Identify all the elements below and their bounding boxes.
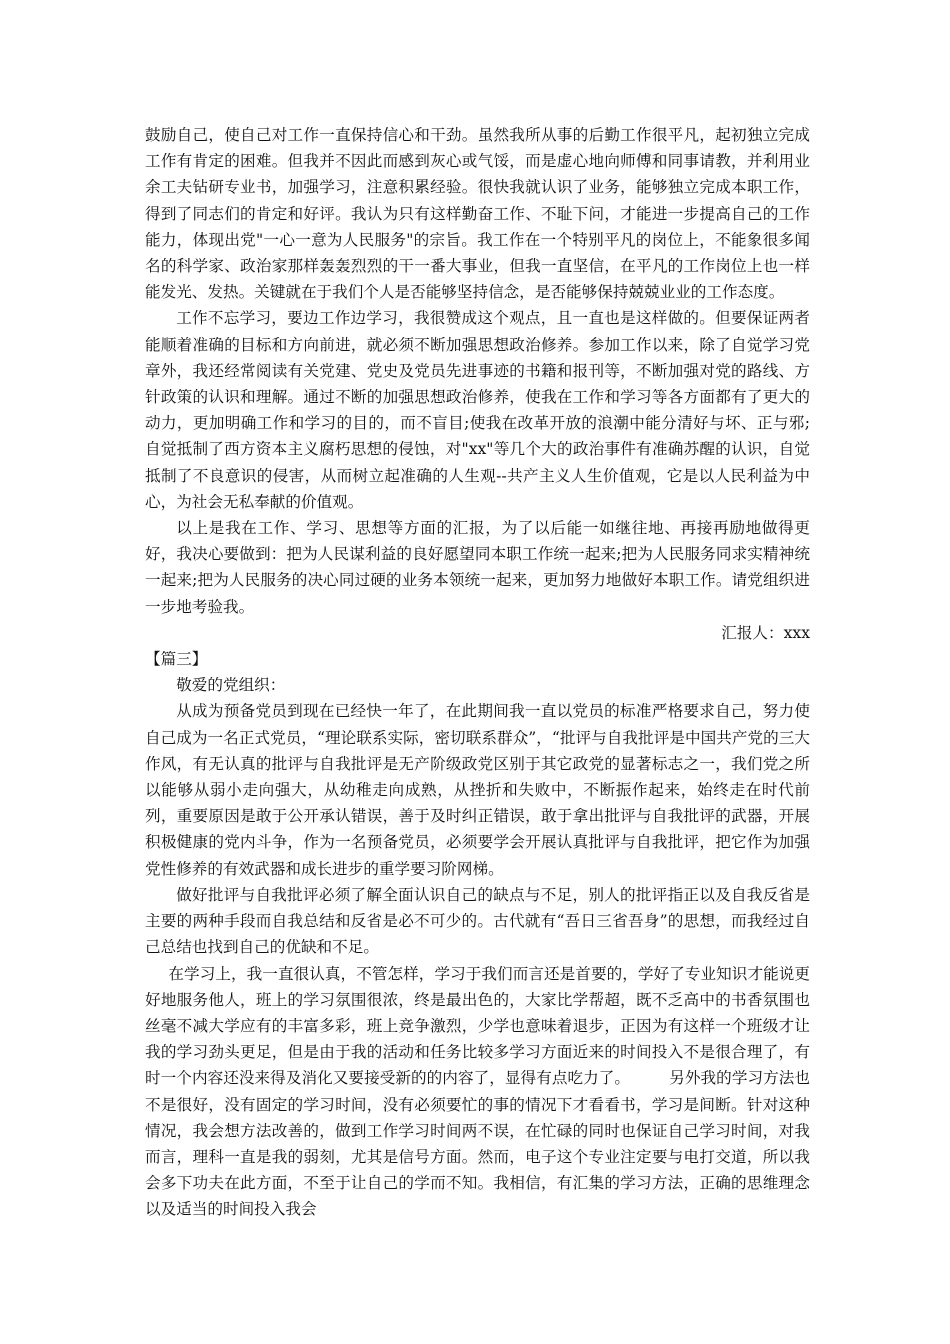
- salutation: 敬爱的党组织：: [176, 676, 286, 695]
- body-paragraph: 工作不忘学习，要边工作边学习，我很赞成这个观点，且一直也是这样做的。但要保证两者能顺着准确的目标和方向前进，就必须不断加强思想政治修养。参加工作以来，除了自觉学习党章外，我还经常阅读有关党建、党史及党员先进事迹的书籍和报刊等，不断加强对党的路线、方针政策的认识和理解。通过不断的加强思想政治修养，使我在工作和学习等各方面都有了更大的动力，更加明确工作和学习的目的，而不盲目;使我在改革开放的浪潮中能分清好与坏、正与邪;自觉抵制了西方资本主义腐朽思想的侵蚀，对"xx"等几个大的政治事件有准确苏醒的认识，自觉抵制了不良意识的侵害，从而树立起准确的人生观--共产主义人生价值观，它是以人民利益为中心，为社会无私奉献的价值观。: [145, 309, 810, 511]
- body-paragraph: 在学习上，我一直很认真，不管怎样，学习于我们而言还是首要的，学好了专业知识才能说更好地服务他人，班上的学习氛围很浓，终是最出色的，大家比学帮超，既不乏高中的书香氛围也丝毫不减大学应有的丰富多彩，班上竞争激烈，少学也意味着退步，正因为有这样一个班级才让我的学习劲头更足，但是由于我的活动和任务比较多学习方面近来的时间投入不是很合理了，有时一个内容还没来得及消化又要接受新的的内容了，显得有点吃力了。 另外我的学习方法也不是很好，没有固定的学习时间，没有必须要忙的事的情况下才看看书，学习是间断。针对这种情况，我会想方法改善的，做到工作学习时间两不误，在忙碌的同时也保证自己学习时间，对我而言，理科一直是我的弱刻，尤其是信号方面。然而，电子这个专业注定要与电打交道，所以我会多下功夫在此方面，不至于让自己的学而不知。我相信，有汇集的学习方法，正确的思维理念以及适当的时间投入我会: [145, 964, 810, 1219]
- body-paragraph: 做好批评与自我批评必须了解全面认识自己的缺点与不足，别人的批评指正以及自我反省是主要的两种手段而自我总结和反省是必不可少的。古代就有“吾日三省吾身”的思想，而我经过自己总结也找到自己的优缺和不足。: [145, 885, 810, 957]
- body-paragraph: 鼓励自己，使自己对工作一直保持信心和干劲。虽然我所从事的后勤工作很平凡，起初独立完成工作有肯定的困难。但我并不因此而感到灰心或气馁，而是虚心地向师傅和同事请教，并利用业余工夫钻研专业书，加强学习，注意积累经验。很快我就认识了业务，能够独立完成本职工作，得到了同志们的肯定和好评。我认为只有这样勤奋工作、不耻下问，才能进一步提高自己的工作能力，体现出党"一心一意为人民服务"的宗旨。我工作在一个特别平凡的岗位上，不能象很多闻名的科学家、政治家那样轰轰烈烈的干一番大事业，但我一直坚信，在平凡的工作岗位上也一样能发光、发热。关键就在于我们个人是否能够坚持信念，是否能够保持兢兢业业的工作态度。: [145, 126, 810, 302]
- body-paragraph: 从成为预备党员到现在已经快一年了，在此期间我一直以党员的标准严格要求自己，努力使自己成为一名正式党员，“理论联系实际，密切联系群众”，“批评与自我批评是中国共产党的三大作风，有无认真的批评与自我批评是无产阶级政党区别于其它政党的显著标志之一，我们党之所以能够从弱小走向强大，从幼稚走向成熟，从挫折和失败中，不断振作起来，始终走在时代前列，重要原因是敢于公开承认错误，善于及时纠正错误，敢于拿出批评与自我批评的武器，开展积极健康的党内斗争，作为一名预备党员，必须要学会开展认真批评与自我批评，把它作为加强党性修养的有效武器和成长进步的重学要习阶网梯。: [145, 702, 810, 878]
- body-paragraph: 以上是我在工作、学习、思想等方面的汇报，为了以后能一如继往地、再接再励地做得更好，我决心要做到：把为人民谋利益的良好愿望同本职工作统一起来;把为人民服务同求实精神统一起来;把为人民服务的决心同过硬的业务本领统一起来，更加努力地做好本职工作。请党组织进一步地考验我。: [145, 519, 810, 616]
- reporter-signature: 汇报人：xxx: [721, 623, 810, 642]
- section-heading: 【篇三】: [145, 650, 208, 669]
- document-page: [145, 122, 810, 1223]
